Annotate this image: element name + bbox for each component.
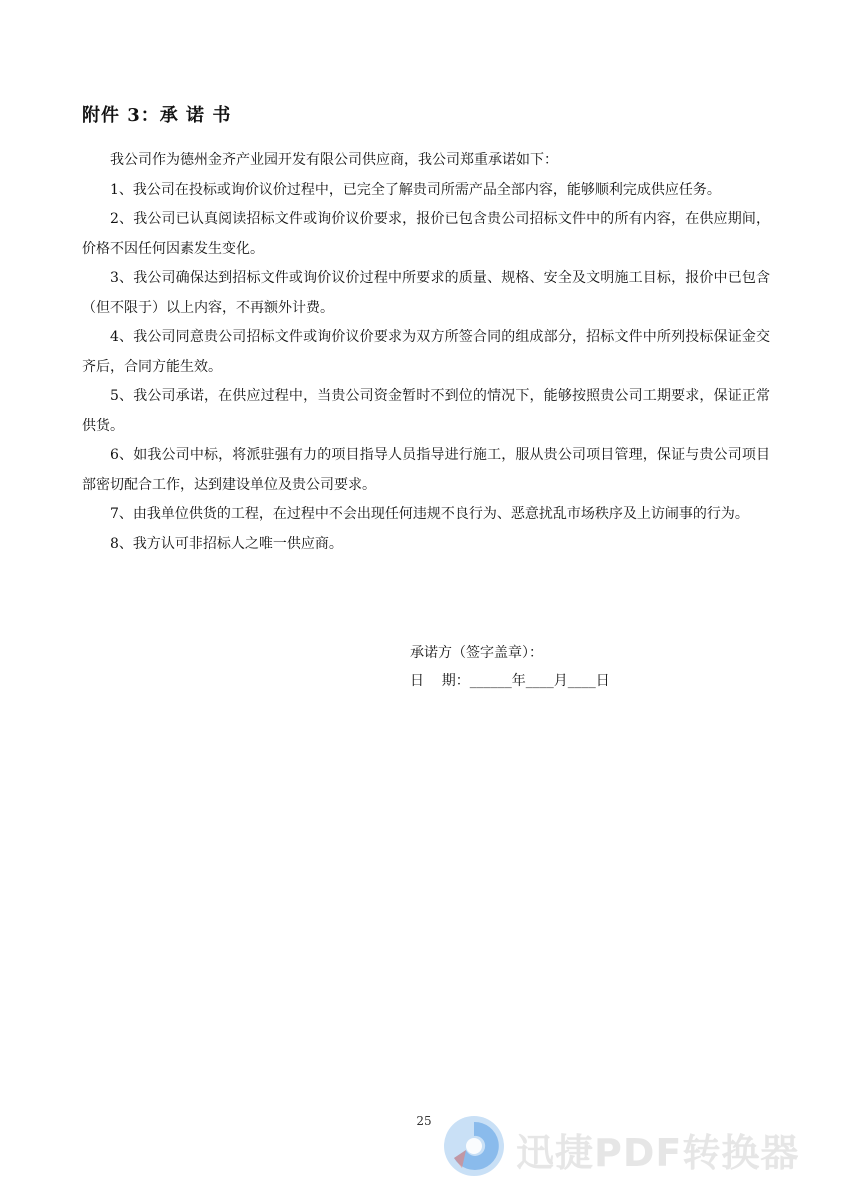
watermark-text: 迅捷PDF转换器 xyxy=(516,1131,800,1175)
document-body xyxy=(82,146,770,559)
signature-block xyxy=(410,639,610,695)
paragraph-1: 1、我公司在投标或询价议价过程中，已完全了解贵司所需产品全部内容，能够顺利完成供应任务。 xyxy=(110,181,721,198)
document-title: 附件 3：承 诺 书 xyxy=(82,105,232,126)
date-line: 日 期：______年____月____日 xyxy=(410,673,610,689)
paragraph-2: 2、我公司已认真阅读招标文件或询价议价要求，报价已包含贵公司招标文件中的所有内容，在供应期间，价格不因任何因素发生变化。 xyxy=(82,211,770,257)
paragraph-intro: 我公司作为德州金齐产业园开发有限公司供应商，我公司郑重承诺如下： xyxy=(110,152,558,168)
paragraph-8: 8、我方认可非招标人之唯一供应商。 xyxy=(110,535,343,552)
pdf-converter-logo-icon xyxy=(440,1112,508,1180)
paragraph-3: 3、我公司确保达到招标文件或询价议价过程中所要求的质量、规格、安全及文明施工目标，报价中已包含（但不限于）以上内容，不再额外计费。 xyxy=(82,270,770,316)
paragraph-4: 4、我公司同意贵公司招标文件或询价议价要求为双方所签合同的组成部分，招标文件中所列投标保证金交齐后，合同方能生效。 xyxy=(82,329,770,375)
paragraph-6: 6、如我公司中标，将派驻强有力的项目指导人员指导进行施工，服从贵公司项目管理，保证与贵公司项目部密切配合工作，达到建设单位及贵公司要求。 xyxy=(82,447,770,493)
paragraph-7: 7、由我单位供货的工程，在过程中不会出现任何违规不良行为、恶意扰乱市场秩序及上访闹事的行为。 xyxy=(110,506,749,522)
signature-label: 承诺方（签字盖章）： xyxy=(410,645,543,661)
page-number: 25 xyxy=(416,1114,432,1128)
watermark xyxy=(440,1112,830,1182)
paragraph-5: 5、我公司承诺，在供应过程中，当贵公司资金暂时不到位的情况下，能够按照贵公司工期要求，保证正常供货。 xyxy=(82,388,770,434)
